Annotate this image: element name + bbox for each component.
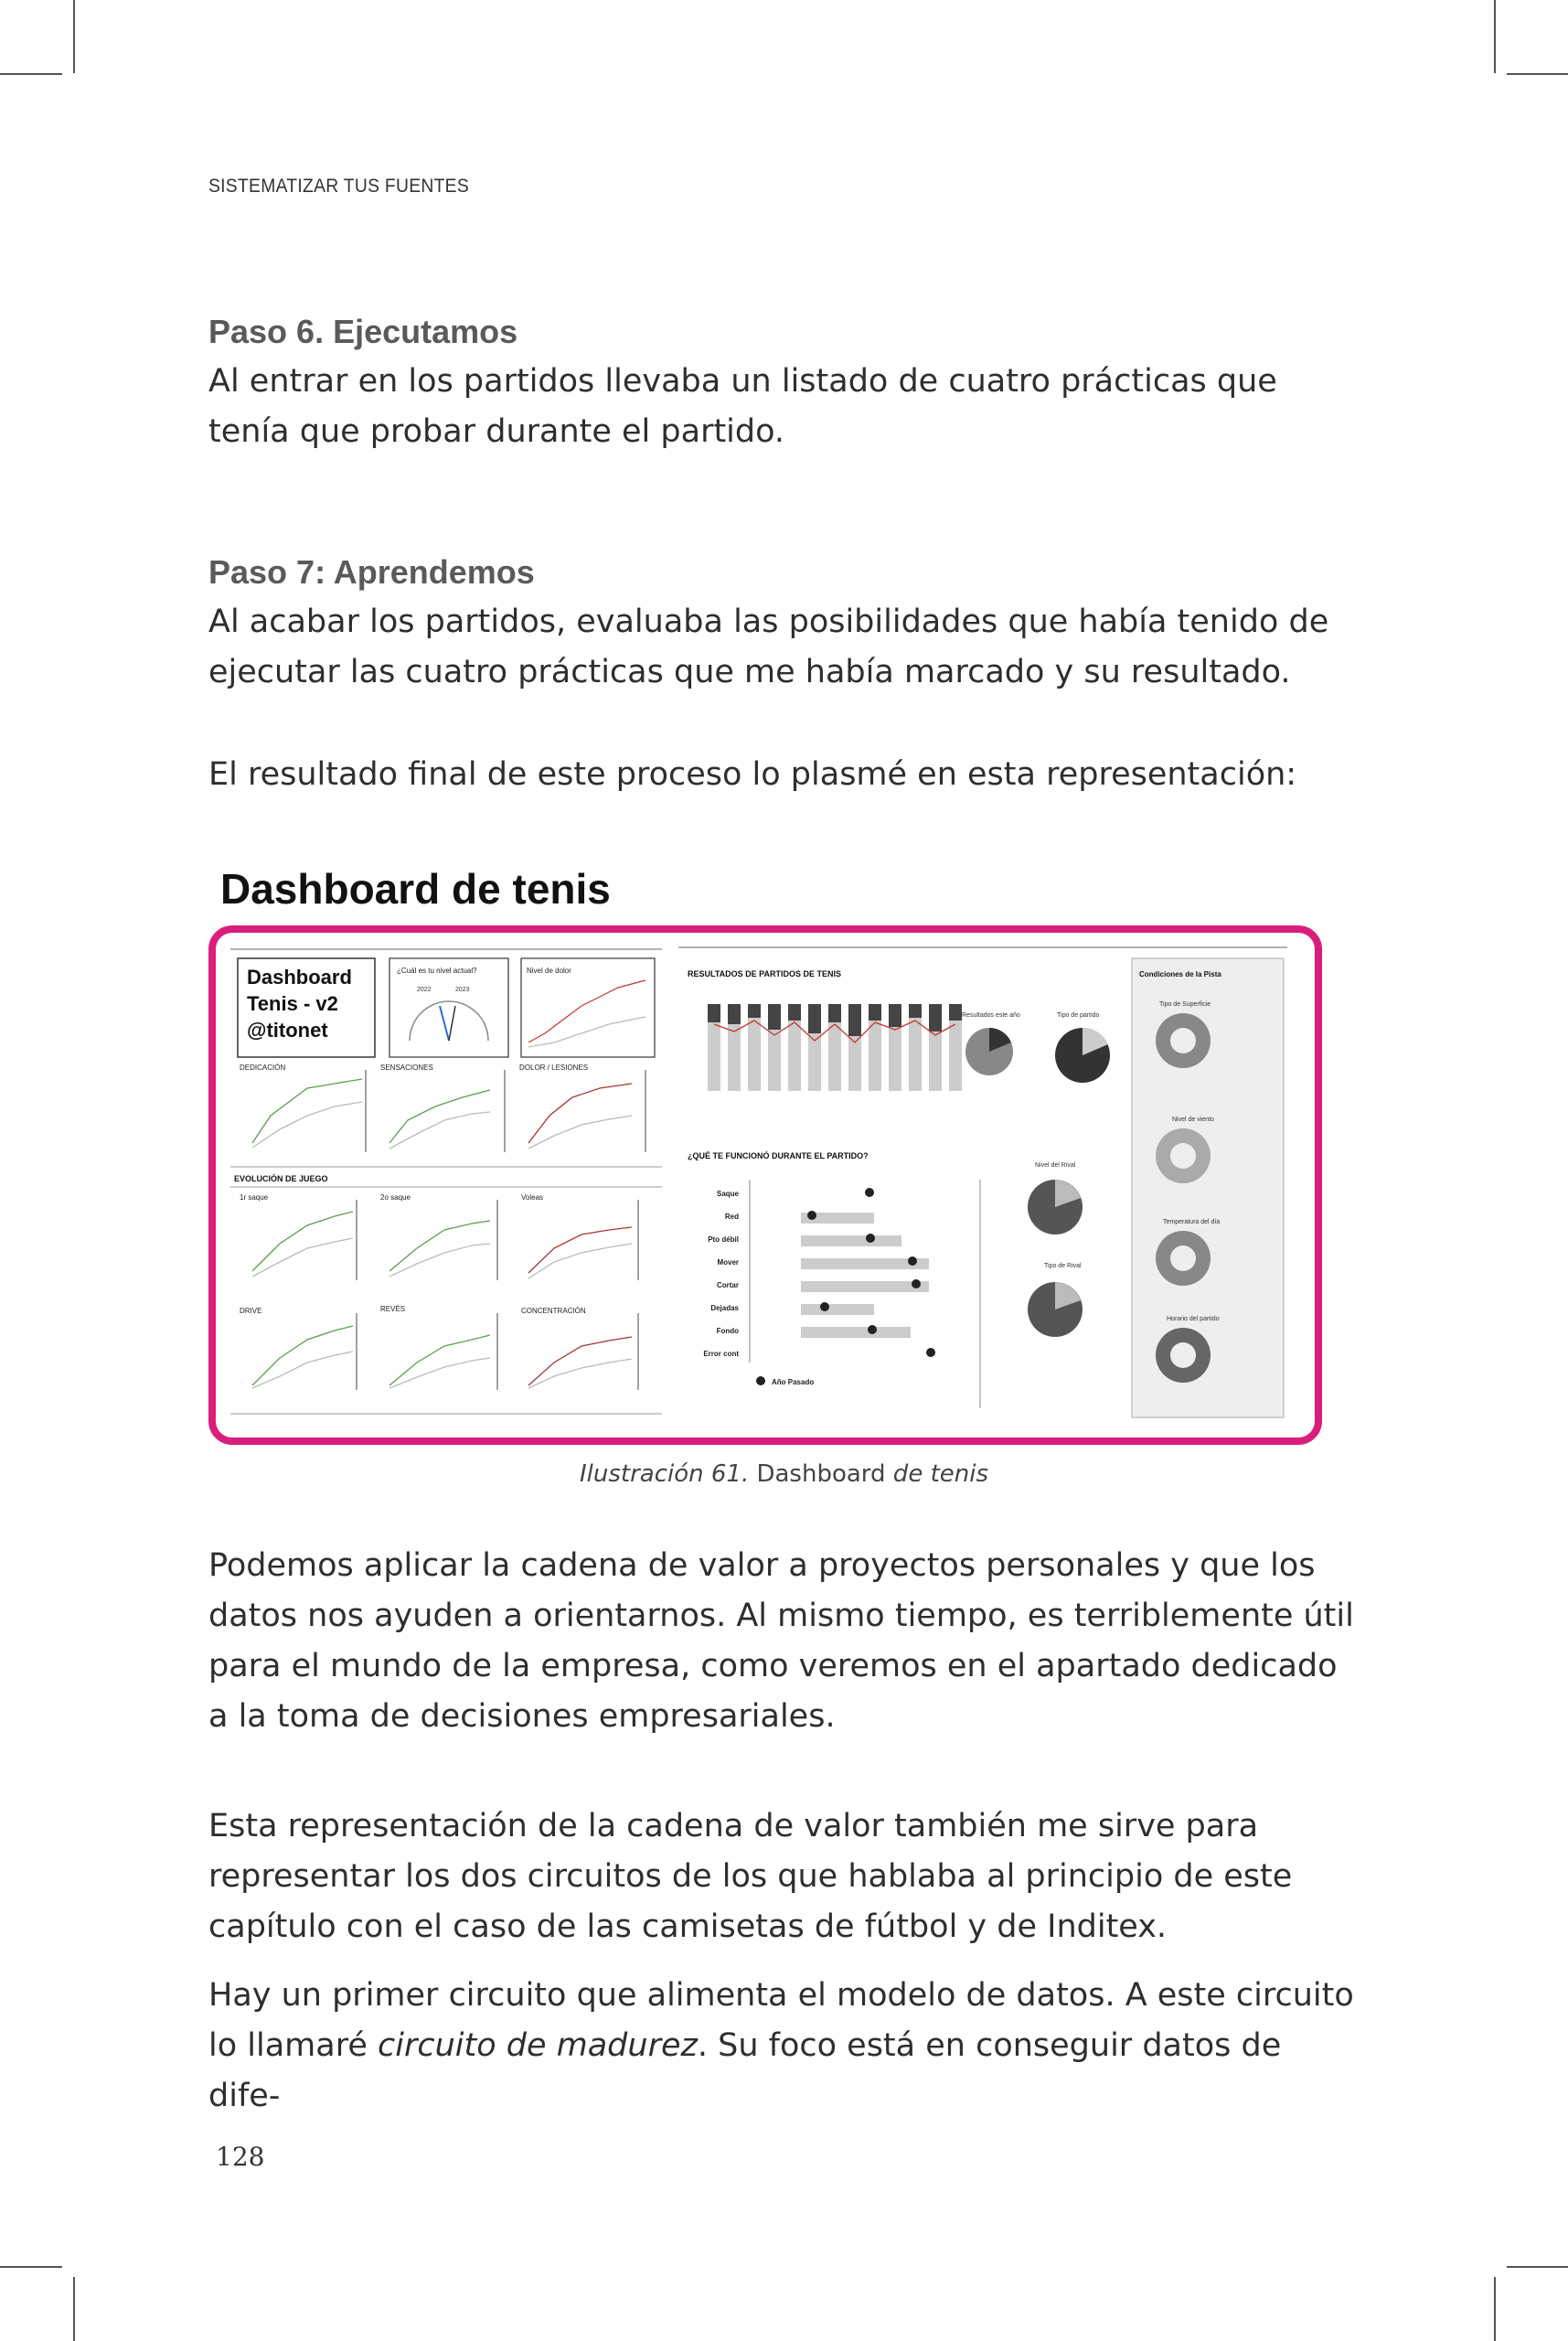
crop-mark <box>1507 2266 1568 2268</box>
sensaciones-label: SENSACIONES <box>380 1064 433 1072</box>
dash-title-3: @titonet <box>247 1019 328 1042</box>
crop-mark <box>1494 2277 1496 2341</box>
practice-label: Pto débil <box>708 1235 739 1244</box>
horario-label: Horario del partido <box>1167 1316 1220 1322</box>
row-2-charts <box>240 1193 638 1280</box>
running-header: SISTEMATIZAR TUS FUENTES <box>208 176 470 197</box>
voleas-label: Voleas <box>521 1193 544 1202</box>
caption-part-c: de tenis <box>885 1460 989 1488</box>
step-6-block <box>208 306 1360 457</box>
gauge-year-b: 2023 <box>455 987 470 993</box>
step-7-body: Al acabar los partidos, evaluaba las posibilidades que había tenido de ejecutar las cuatro prácticas que me había marcado y su resultado. <box>208 604 1329 690</box>
crop-mark <box>1507 73 1568 75</box>
evolucion-label: EVOLUCIÓN DE JUEGO <box>234 1174 328 1183</box>
practice-label: Fondo <box>716 1327 739 1335</box>
gauge-year-a: 2022 <box>417 987 432 993</box>
practice-label: Red <box>724 1213 739 1221</box>
saque2-label: 2o saque <box>380 1193 411 1202</box>
tipo-rival-label: Tipo de Rival <box>1044 1263 1082 1269</box>
temperatura-label: Temperatura del día <box>1163 1219 1221 1225</box>
figure-heading: Dashboard de tenis <box>220 865 611 913</box>
condiciones-title: Condiciones de la Pista <box>1139 970 1221 978</box>
practice-label: Error cont <box>703 1350 739 1358</box>
paragraph-3-part-a: Hay un primer circuito que alimenta el modelo de datos. A este circuito lo llamaré <box>208 1977 1354 2064</box>
viento-label: Nivel de viento <box>1172 1117 1214 1123</box>
row-1-charts <box>240 1064 645 1152</box>
figure-caption <box>0 1460 1568 1488</box>
saque-label: 1r saque <box>240 1193 269 1202</box>
resultados-ano-label: Resultados este año <box>962 1012 1020 1019</box>
dashboard-figure <box>208 925 1322 1445</box>
paragraph-2 <box>208 1801 1360 1952</box>
step-7-title: Paso 7: Aprendemos <box>208 553 535 591</box>
practice-label: Dejadas <box>710 1304 739 1312</box>
practice-label: Mover <box>717 1258 739 1267</box>
intro-line <box>208 750 1360 800</box>
nivel-dolor-title: Nivel de dolor <box>527 967 571 975</box>
page-number: 128 <box>216 2142 265 2172</box>
dashboard-image <box>216 933 1315 1438</box>
caption-part-a: Ilustración 61. <box>579 1460 750 1488</box>
dash-title-1: Dashboard <box>247 966 352 989</box>
paragraph-2-text: Esta representación de la cadena de valor también me sirve para representar los dos circuitos de los que hablaba al principio de este capítulo con el caso de las camisetas de fútbol y de Inditex. <box>208 1808 1293 1945</box>
crop-mark <box>73 2277 75 2341</box>
paragraph-1-text: Podemos aplicar la cadena de valor a proyectos personales y que los datos nos ayuden a orientarnos. Al mismo tiempo, es terriblemente útil para el mundo de la empresa, como veremos en el apartado dedicado a la toma de decisiones empresariales. <box>208 1547 1354 1735</box>
step-7-block <box>208 547 1360 698</box>
paragraph-3-text <box>208 1971 1360 2122</box>
crop-mark <box>1494 0 1496 73</box>
dash-title-2: Tenis - v2 <box>247 992 338 1015</box>
results-bars <box>708 1004 962 1091</box>
dolor-label: DOLOR / LESIONES <box>519 1064 589 1072</box>
crop-mark <box>0 73 62 75</box>
step-6-title: Paso 6. Ejecutamos <box>208 313 518 350</box>
reves-label: REVÉS <box>380 1305 406 1313</box>
paragraph-1 <box>208 1541 1360 1742</box>
gauge-title: ¿Cuál es tu nivel actual? <box>397 967 477 975</box>
crop-mark <box>73 0 75 73</box>
row-3-charts <box>240 1305 638 1390</box>
crop-mark <box>0 2266 62 2268</box>
drive-label: DRIVE <box>240 1307 262 1315</box>
practice-label: Cortar <box>716 1281 739 1289</box>
caption-part-b: Dashboard <box>749 1460 886 1488</box>
tipo-superficie-label: Tipo de Superficie <box>1159 1001 1211 1008</box>
paragraph-3-part-c: . Su foco está en conseguir datos de dife- <box>208 2027 1282 2114</box>
step-6-body: Al entrar en los partidos llevaba un listado de cuatro prácticas que tenía que probar durante el partido. <box>208 363 1277 450</box>
intro-line-text: El resultado final de este proceso lo plasmé en esta representación: <box>208 756 1297 793</box>
concentracion-label: CONCENTRACIÓN <box>521 1307 586 1315</box>
practice-label: Saque <box>716 1190 739 1198</box>
que-funciono-title: ¿QUÉ TE FUNCIONÓ DURANTE EL PARTIDO? <box>688 1151 869 1160</box>
nivel-rival-label: Nivel del Rival <box>1035 1162 1076 1169</box>
resultados-title: RESULTADOS DE PARTIDOS DE TENIS <box>688 969 842 978</box>
practice-rows <box>703 1180 980 1408</box>
paragraph-3-italic: circuito de madurez <box>377 2027 698 2064</box>
tipo-partido-label: Tipo de partido <box>1057 1012 1100 1019</box>
paragraph-3 <box>208 1971 1360 2122</box>
dedicacion-label: DEDICACIÓN <box>240 1064 286 1072</box>
ano-pasado-label: Año Pasado <box>772 1378 815 1386</box>
